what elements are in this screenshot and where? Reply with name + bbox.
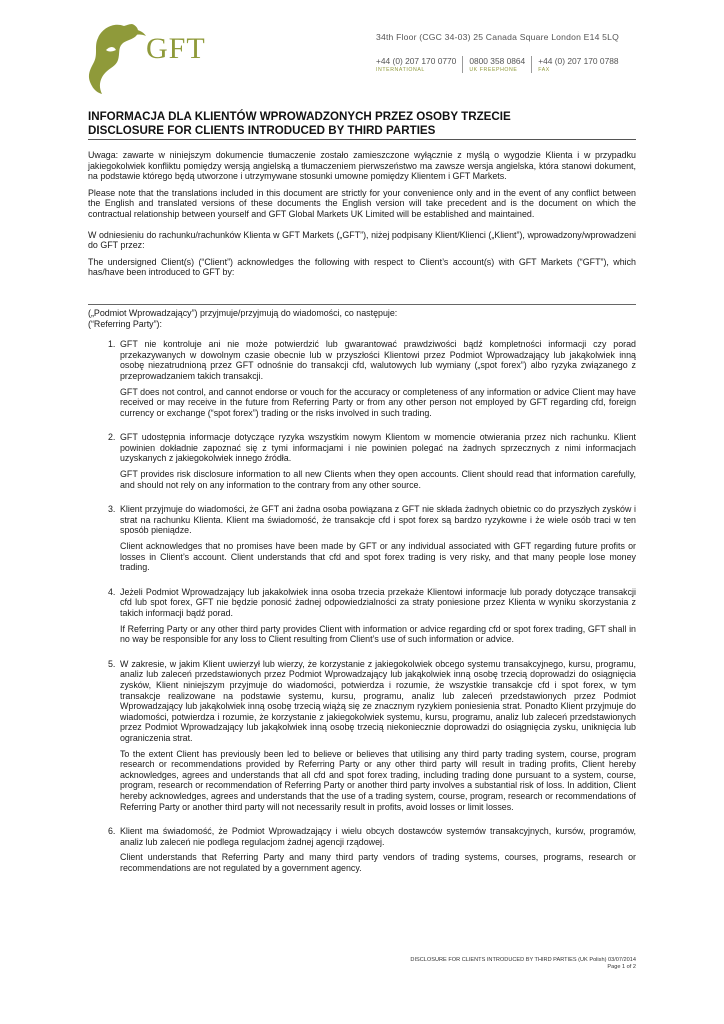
list-item [88, 432, 636, 495]
item-text-english: GFT provides risk disclosure information to all new Clients when they open accounts. Client should read that information carefully, and should not rely on any information to the contrary from any other source. [120, 469, 636, 490]
translation-notice-english: Please note that the translations included in this document are strictly for your convenience only and in the event of any conflict between the English and translated versions of these documents the English version will take precedent and is the document on which the contractual relationship between yourself and GFT Global Markets UK Limited will be established and maintained. [88, 187, 636, 219]
referring-party-field[interactable] [88, 304, 636, 329]
phone-fax [538, 56, 618, 73]
item-text-english: Client acknowledges that no promises have been made by GFT or any individual associated with GFT regarding future profits or losses in Client’s account. Client understands that cfd and spot forex trading is very risky, and that many people lose money trading. [120, 541, 636, 573]
phone-freephone [469, 56, 532, 73]
item-number: 3. [108, 504, 116, 515]
gft-logo [84, 20, 234, 100]
item-text-polish: GFT nie kontroluje ani nie może potwierdzić lub gwarantować prawdziwości bądź kompletności informacji czy porad przekazywanych w dowolnym czasie obecnie lub w przyszłości Klientowi przez Podmiot Wprowadzający lub jakąkolwiek inną osobę niezatrudnioną przez GFT odnośnie do transakcji cfd, walutowych lub wymiany („spot forex”) albo ryzyka związanego z przeprowadzaniem takich transakcji. [120, 339, 636, 381]
item-text-polish: GFT udostępnia informacje dotyczące ryzyka wszystkim nowym Klientom w momencie otwierania przez nich rachunku. Klient powinien dokładnie zapoznać się z tymi informacjami i nie powinien polegać na żadnych sprzecznych z nimi informacjach uzyskanych z jakiegokolwiek innego źródła. [120, 432, 636, 464]
contact-block [376, 32, 638, 73]
acknowledgement-polish: W odniesieniu do rachunku/rachunków Klienta w GFT Markets („GFT”), niżej podpisany Klient/Klienci („Klient”), wprowadzony/wprowadzeni do GFT przez: [88, 229, 636, 251]
referring-party-english: (“Referring Party”): [88, 318, 162, 329]
list-item [88, 504, 636, 578]
item-text-english: GFT does not control, and cannot endorse or vouch for the accuracy or completeness of any information or advice Client may have received or may receive in the future from Referring Party or from any other person not employed by GFT regarding cfd, foreign currency or exchange (“spot forex”) trading or the risks involved in such trading. [120, 386, 636, 418]
phone-number: +44 (0) 207 170 0788 [538, 56, 619, 66]
phone-number: 0800 358 0864 [469, 56, 526, 66]
list-item [88, 659, 636, 817]
address: 34th Floor (CGC 34-03) 25 Canada Square London E14 5LQ [376, 32, 619, 42]
item-text-polish: Klient przyjmuje do wiadomości, że GFT ani żadna osoba powiązana z GFT nie składa żadnych obietnic co do przyszłych zysków i strat na rachunku Klienta. Klient ma świadomość, że transakcje cfd i spot forex są bardzo ryzykowne i że wiele osób traci w ten sposób pieniądze. [120, 504, 636, 536]
phone-label: UK FREEPHONE [469, 67, 518, 73]
item-text-english: To the extent Client has previously been led to believe or believes that utilising any third party trading system, course, program research or recommendations provided by Referring Party or any other third party will result in trading profits, Client hereby acknowledges, agrees and understands that all cfd and spot forex trading, including trading done pursuant to a system, course, program, research or recommendation of Referring Party or another third party involves a substantial risk of loss. In addition, Client hereby acknowledges, agrees and understands that the use of a trading system, course, program, research or recommendations of Referring Party or another third party will not necessarily result in profits, avoid losses or limit losses. [120, 748, 636, 812]
list-item [88, 339, 636, 423]
acknowledgement-english: The undersigned Client(s) (“Client”) acknowledges the following with respect to Client’s account(s) with GFT Markets (“GFT”), which has/have been introduced to GFT by: [88, 256, 636, 278]
page-footer [410, 957, 636, 971]
footer-document-id: DISCLOSURE FOR CLIENTS INTRODUCED BY THIRD PARTIES (UK Polish) 03/07/2014 [410, 957, 636, 963]
list-item [88, 826, 636, 878]
list-item [88, 587, 636, 650]
translation-notice-polish: Uwaga: zawarte w niniejszym dokumencie tłumaczenie zostało zamieszczone wyłącznie z myślą o wygodzie Klienta i w przypadku jakiegokolwiek konfliktu pomiędzy wersją angielską a tłumaczeniem pierwszeństwo ma zawsze wersja angielska, która stanowi dokument, na podstawie którego będą utworzone i utrzymywane stosunki umowne pomiędzy Klientem i GFT Markets. [88, 150, 636, 182]
phone-label: FAX [538, 67, 550, 73]
bull-icon [84, 20, 154, 95]
document-title [88, 110, 636, 140]
terms-list [88, 339, 636, 878]
item-text-polish: Klient ma świadomość, że Podmiot Wprowadzający i wielu obcych dostawców systemów transakcyjnych, kursów, programów, analiz lub zaleceń nie podlega regulacjom żadnej agencji rządowej. [120, 826, 636, 847]
item-text-polish: W zakresie, w jakim Klient uwierzył lub wierzy, że korzystanie z jakiegokolwiek obcego systemu transakcyjnego, kursu, programu, analiz lub zaleceń przedstawionych przez Podmiot Wprowadzający lub jakąkolwiek inną osobę trzecią doprowadzi do osiągnięcia zysków, Klient niniejszym przyjmuje do wiadomości, potwierdza i rozumie, że wszystkie transakcje cfd i spot forex, w tym transakcje realizowane na podstawie systemu, kursu, programu, analiz lub zaleceń przedstawionych przez Podmiot Wprowadzający lub jakąkolwiek inną osobę trzecią wiążą się ze znacznym ryzykiem poniesienia strat. Ponadto Klient przyjmuje do wiadomości, potwierdza i rozumie, że korzystanie z jakiegokolwiek systemu, kursu, programu, analiz lub zaleceń przedstawionych przez Podmiot Wprowadzający lub jakąkolwiek inną osobę trzecią niekoniecznie doprowadzi do osiągnięcia zysku, uniknięcia lub ograniczenia strat. [120, 658, 636, 743]
phone-number: +44 (0) 207 170 0770 [376, 56, 457, 66]
phone-list [376, 56, 638, 73]
item-number: 4. [108, 586, 116, 597]
item-number: 5. [108, 658, 116, 669]
title-polish: INFORMACJA DLA KLIENTÓW WPROWADZONYCH PRZEZ OSOBY TRZECIE [88, 110, 511, 123]
item-number: 6. [108, 826, 116, 837]
phone-label: INTERNATIONAL [376, 67, 425, 73]
referring-party-polish: („Podmiot Wprowadzający”) przyjmuje/przyjmują do wiadomości, co następuje: [88, 307, 398, 318]
item-text-english: Client understands that Referring Party and many third party vendors of trading systems, courses, programs, research or recommendations are not regulated by a government agency. [120, 852, 636, 873]
document-body [88, 150, 636, 887]
item-text-polish: Jeżeli Podmiot Wprowadzający lub jakakolwiek inna osoba trzecia przekaże Klientowi informacje lub porady dotyczące transakcji cfd lub spot forex, GFT nie będzie ponosić żadnej odpowiedzialności za straty poniesione przez Klienta w wyniku skorzystania z takich informacji bądź porad. [120, 586, 636, 618]
page-number: Page 1 of 2 [607, 964, 636, 970]
item-text-english: If Referring Party or any other third party provides Client with information or advice regarding cfd or spot forex trading, GFT shall in no way be responsible for any loss to Client resulting from Client’s use of such information or advice. [120, 623, 636, 645]
phone-international [376, 56, 463, 73]
item-number: 2. [108, 432, 116, 443]
logo-wordmark: GFT [146, 32, 206, 65]
title-english: DISCLOSURE FOR CLIENTS INTRODUCED BY THIRD PARTIES [88, 124, 436, 137]
item-number: 1. [108, 339, 116, 350]
